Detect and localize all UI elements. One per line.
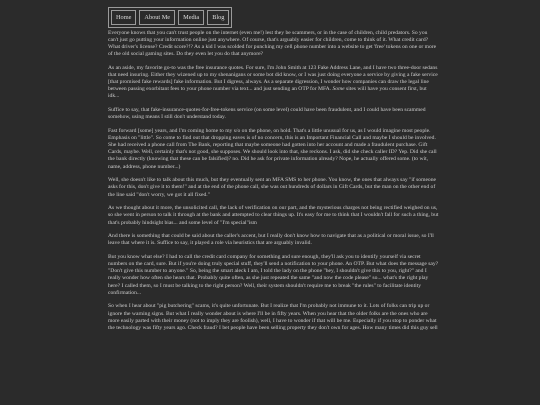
paragraph-8: But you know what else? I had to call the credit card company for something and sure enough, they'll ask you to identify yourself via secret numbers on the card, sure. But if you're doing truly special stuff, they'll send a notification to your phone. An OTP. But what does the message say? "Don't give this number to anyone." So, being the smart aleck I am, I told the lady on the phone "hey, I shouldn't give this to you, right?" and I really wonder how often she hears that. Probably quite often, as she just repeated the same "and now the code please" so... what's the right play here? I called them, so I must be talking to the right person? Well, their system shouldn't require me to break "the rules" to facilitate identity confirmation...	[108, 254, 439, 296]
nav-media-link[interactable]: Media	[178, 10, 204, 25]
paragraph-2-part-a: As an aside, my favorite go-to was the free insurance quotes. For sure, I'm John Smith at 123 Fake Address Lane, and I have two three-door sedans that need insuring. Either they wizened up to my shenanigans or some bot did know, or I was just doing everyone a service by giving a fake service [that promised fake rewards] fake information. But I digress, always. As a separate digression, I wonder how companies can draw the legal line between passing exorbitant fees to your phone number via text... and just sending an OTP for MFA.	[108, 65, 438, 93]
article-body	[108, 30, 439, 338]
top-nav	[108, 7, 232, 28]
paragraph-5: Well, she doesn't like to talk about this much, but they eventually sent an MFA SMS to her phone. You know, the ones that always say "if someone asks for this, don't give it to them!" and at the end of the phone call, she was out hundreds of dollars in Gift Cards, but the man on the other end of the line said "don't worry, we got it all fixed."	[108, 177, 437, 198]
paragraph-6: As we thought about it more, the unsolicited call, the lack of verification on our part, and the mysterious charges not being rectified weighed on us, so she went in person to talk it through at the bank and attempted to clear things up. It's easy for me to think that I wouldn't fall for such a thing, but that's probably hindsight bias... and some level of "I'm special"ism	[108, 205, 439, 226]
nav-home-link[interactable]: Home	[111, 10, 136, 25]
paragraph-2	[108, 65, 439, 100]
paragraph-7: And there is something that could be said about the caller's accent, but I really don't know how to navigate that as a political or moral issue, so I'll leave that where it is. Suffice to say, it played a role via heuristics that are arguably invalid.	[108, 233, 434, 247]
paragraph-2-part-b: sites will have you consent first, but idk...	[108, 86, 427, 100]
paragraph-9: So when I hear about "pig butchering" scams, it's quite unfortunate. But I realize that I'm probably not immune to it. Lots of folks can trip up or ignore the warning signs. But what I really wonder about is where I'll be in fifty years. When you hear that the older folks are the ones who are more easily parted with their money (not to imply they are foolish), well, I have to wonder if that will be me. Especially if you stop to ponder what the technology was fifty years ago. Check fraud? I bet people have been selling property they don't own for ages. How many times did this guy sell	[108, 303, 438, 331]
paragraph-1: Everyone knows that you can't trust people on the internet (even me!) lest they be scammers, or in the case of children, child predators. So you can't just go putting your information online just anywhere. Of course, that's arguably easier for children, come to think of it. What credit card? What driver's license? Credit score?!? As a kid I was scolded for punching my cell phone number into a website to get 'free' tokens on one or more of the old social gaming sites. Do they even let you do that anymore?	[108, 30, 437, 58]
paragraph-4: Fast forward [some] years, and I'm coming home to my s/o on the phone, on hold. That's a little unusual for us, as I would imagine most people. Emphasis on "little". So come to find out that dropping eaves is of no concern, this is an Important Financial Call and maybe I should be involved. She had received a phone call from The Bank, reporting that maybe someone had gotten into her account and made a fraudulent purchase. Gift Cards, maybe. Well, certainly that's not good, she supposes. We should look into that, she reckons. I ask, did she check caller ID? Yep. Did she call the bank directly (knowing that these can be falsified)? no. Did he ask for private information already? Nope, he actually offered some. (to wit, name, address, phone number...)	[108, 128, 437, 170]
nav-about-me-link[interactable]: About Me	[139, 10, 175, 25]
paragraph-3: Suffice to say, that fake-insurance-quotes-for-free-tokens service (on some level) could have been fraudulent, and I could have been scammed somehow, using means I still don't understand today.	[108, 107, 426, 121]
paragraph-2-emphasis: Some	[332, 86, 345, 93]
nav-blog-link[interactable]: Blog	[207, 10, 229, 25]
